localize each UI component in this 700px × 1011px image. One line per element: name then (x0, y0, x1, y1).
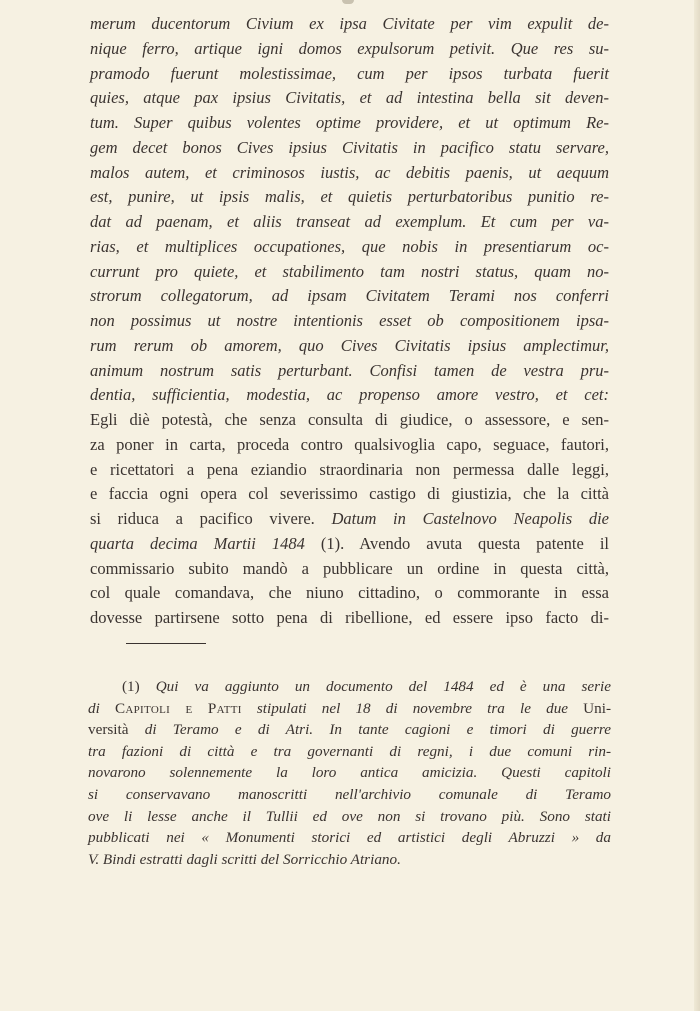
body-text-line (90, 458, 609, 483)
body-text-line (90, 86, 609, 111)
body-text-line-segment: pramodo fuerunt molestissimae, cum per ipsos turbata fuerit (90, 63, 609, 83)
footnote-line-segment: stipulati nel 18 di novembre tra le due (241, 699, 569, 717)
body-text-line (90, 136, 609, 161)
body-text-line (90, 581, 609, 606)
body-text-line-segment: Datum in Castelnovo Neapolis die (331, 509, 609, 528)
body-text-line (90, 260, 609, 285)
body-text-line (90, 383, 609, 408)
body-text-line (90, 210, 609, 235)
body-text-line-segment: gem decet bonos Cives ipsius Civitatis in pacifico statu servare, (90, 137, 609, 157)
body-text-line (90, 235, 609, 260)
footnote-line (88, 762, 611, 784)
body-text-line-segment: currunt pro quiete, et stabilimento tam nostri status, quam no- (90, 261, 609, 281)
body-text-line (90, 482, 609, 507)
body-text-line-segment: quarta decima Martii 1484 (90, 533, 305, 553)
body-text-line-segment: dat ad paenam, et aliis transeat ad exemplum. Et cum per va- (90, 212, 609, 231)
footnote-line-segment: versità (88, 721, 145, 739)
body-text-line-segment: (1). Avendo avuta questa patente il (304, 533, 609, 553)
body-text-line-segment: commissario subito mandò a pubblicare un ordine in questa città, (90, 558, 609, 578)
footnote-line-segment: si conservavano manoscritti nell'archivio comunale di Teramo (88, 785, 611, 803)
body-text-line (90, 532, 609, 557)
body-text-line-segment: e ricettatori a pena eziandio straordinaria non permessa dalle leggi, (90, 459, 609, 479)
footnote-line-segment: tra fazioni di città e tra governanti di regni, i due comuni rin- (88, 742, 611, 760)
body-text-line-segment: si riduca a pacifico vivere. (90, 509, 332, 528)
body-text-line (90, 62, 609, 87)
footnote-block (88, 676, 611, 870)
body-text-line-segment: dovesse partirsene sotto pena di ribellione, ed essere ipso facto di- (90, 608, 609, 627)
footnote-line-segment: pubblicati nei « Monumenti storici ed artistici degli Abruzzi » da (88, 829, 611, 847)
body-text-line-segment: nique ferro, artique igni domos expulsorum petivit. Que res su- (90, 38, 609, 58)
body-text-line (90, 557, 609, 582)
footnote-line-segment: Capitoli e Patti (114, 699, 242, 717)
footnote-line-segment: (1) (122, 678, 156, 695)
footnote-line (88, 784, 611, 806)
body-text-line-segment: non possimus ut nostre intentionis esset ob compositionem ipsa- (90, 311, 609, 330)
body-text-line (90, 111, 609, 136)
footnote-line (88, 849, 611, 871)
body-text-line-segment: Egli diè potestà, che senza consulta di giudice, o assessore, e sen- (90, 410, 609, 429)
body-text-line (90, 408, 609, 433)
body-text-line-segment: e faccia ogni opera col severissimo castigo di giustizia, che la città (90, 484, 609, 504)
body-text-line-segment: col quale comandava, che niuno cittadino, o commorante in essa (90, 583, 609, 603)
footnote-line (88, 741, 611, 763)
body-text-line (90, 12, 609, 37)
body-text-line-segment: malos autem, et criminosos iustis, ac debitis paenis, ut aequum (90, 162, 609, 182)
page-edge (694, 0, 700, 1011)
main-text-body (90, 12, 609, 631)
footnote-line-segment: ove li lesse anche il Tullii ed ove non si trovano più. Sono stati (88, 807, 611, 825)
footnote-line-segment: di (88, 699, 115, 717)
footnote-line (88, 827, 611, 849)
body-text-line-segment: rum rerum ob amorem, quo Cives Civitatis ipsius amplectimur, (90, 335, 609, 355)
body-text-line (90, 433, 609, 458)
footnote-line-segment: Qui va aggiunto un documento del 1484 ed è una serie (155, 678, 611, 695)
footnote-line-segment: di Teramo e di Atri. In tante cagioni e timori di guerre (144, 721, 612, 739)
footnote-line-segment: V. Bindi estratti dagli scritti del Sorricchio Atriano. (88, 850, 401, 868)
body-text-line (90, 507, 609, 532)
body-text-line-segment: animum nostrum satis perturbant. Confisi tamen de vestra pru- (90, 360, 609, 380)
body-text-line (90, 161, 609, 186)
footnote-separator-rule (126, 643, 206, 644)
body-text-line (90, 37, 609, 62)
body-text-line-segment: tum. Super quibus volentes optime providere, et ut optimum Re- (90, 113, 609, 132)
body-text-line-segment: dentia, sufficientia, modestia, ac propenso amore vestro, et cet: (90, 385, 609, 405)
footnote-line (88, 676, 611, 698)
body-text-line-segment: rias, et multiplices occupationes, que nobis in presentiarum oc- (90, 236, 609, 256)
footnote-line (88, 806, 611, 828)
footnote-line (88, 698, 611, 720)
body-text-line-segment: merum ducentorum Civium ex ipsa Civitate per vim expulit de- (90, 14, 609, 33)
body-text-line (90, 334, 609, 359)
body-text-line (90, 359, 609, 384)
footnote-line-segment: Uni- (568, 699, 611, 717)
body-text-line (90, 309, 609, 334)
footnote-line-segment: novarono solennemente la loro antica amicizia. Questi capitoli (88, 764, 611, 782)
body-text-line (90, 284, 609, 309)
body-text-line-segment: est, punire, ut ipsis malis, et quietis perturbatoribus punitio re- (90, 187, 609, 207)
footnote-line (88, 719, 611, 741)
body-text-line-segment: quies, atque pax ipsius Civitatis, et ad intestina bella sit deven- (90, 88, 609, 108)
body-text-line-segment: strorum collegatorum, ad ipsam Civitatem Terami nos conferri (90, 286, 609, 306)
body-text-line (90, 606, 609, 631)
body-text-line-segment: za poner in carta, proceda contro qualsivoglia capo, seguace, fautori, (90, 434, 609, 454)
body-text-line (90, 185, 609, 210)
top-ink-mark (342, 0, 354, 4)
